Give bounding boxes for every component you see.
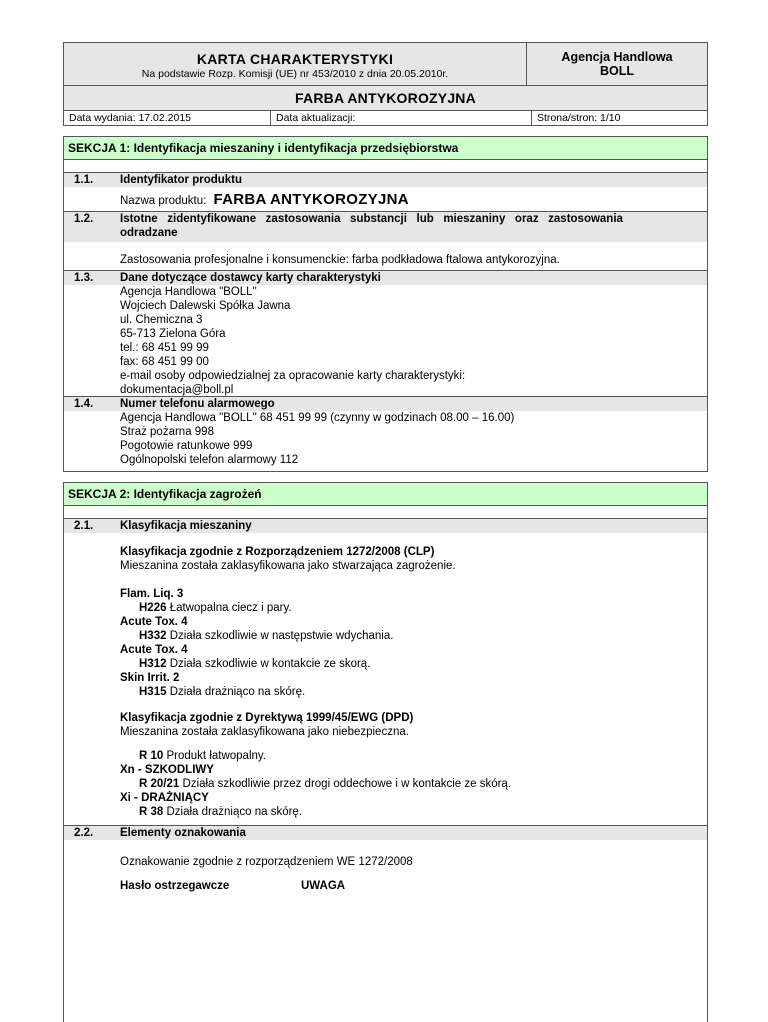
section-1 xyxy=(63,136,708,472)
hazard-class: Acute Tox. 4 xyxy=(120,616,188,628)
regulation-subtitle: Na podstawie Rozp. Komisji (UE) nr 453/2010 z dnia 20.05.2010r. xyxy=(141,68,449,80)
hazard-symbol: Xn - SZKODLIWY xyxy=(120,764,214,776)
uses-text: Zastosowania profesjonalne i konsumenckie: farba podkładowa ftalowa antykorozyjna. xyxy=(120,254,560,266)
dpd-text: Mieszanina została zaklasyfikowana jako niebezpieczna. xyxy=(120,726,409,738)
subsection-title: Identyfikator produktu xyxy=(120,174,243,186)
hazard-statement: H226 Łatwopalna ciecz i pary. xyxy=(139,602,292,614)
signal-word-value: UWAGA xyxy=(301,880,346,892)
update-date: Data aktualizacji: xyxy=(271,111,532,125)
dpd-title: Klasyfikacja zgodnie z Dyrektywą 1999/45/EWG (DPD) xyxy=(120,712,414,724)
clp-text: Mieszanina została zaklasyfikowana jako stwarzająca zagrożenie. xyxy=(120,560,456,572)
subsection-number: 1.1. xyxy=(74,174,94,186)
risk-phrase: R 20/21 Działa szkodliwie przez drogi oddechowe i w kontakcie ze skórą. xyxy=(139,778,512,790)
subsection-title: Klasyfikacja mieszaniny xyxy=(120,520,252,532)
hazard-class: Acute Tox. 4 xyxy=(120,644,188,656)
subsection-number: 2.1. xyxy=(74,520,94,532)
risk-phrase: R 38 Działa drażniąco na skórę. xyxy=(139,806,303,818)
subsection-number: 1.4. xyxy=(74,398,94,410)
signal-word-label: Hasło ostrzegawcze xyxy=(120,880,230,892)
page-number: Strona/stron: 1/10 xyxy=(537,112,621,124)
product-name-row xyxy=(120,193,409,208)
subsection-number: 2.2. xyxy=(74,827,94,839)
product-title: FARBA ANTYKOROZYJNA xyxy=(64,86,707,111)
subsection-title: Numer telefonu alarmowego xyxy=(120,398,275,410)
supplier-block: Agencja Handlowa "BOLL" Wojciech Dalewski Spółka Jawna ul. Chemiczna 3 65-713 Zielona Góra tel.: 68 451 99 99 fax: 68 451 99 00 e-mail osoby odpowiedzialnej za opracowanie karty charakterystyki: dokumentacja@boll.pl xyxy=(120,286,466,396)
product-name-label: Nazwa produktu: xyxy=(120,195,207,207)
hazard-statement: H332 Działa szkodliwie w następstwie wdychania. xyxy=(139,630,394,642)
dpd-classification-list xyxy=(120,749,511,819)
subsection-title: Istotne zidentyfikowane zastosowania substancji lub mieszaniny oraz zastosowania xyxy=(120,213,623,225)
labelling-text: Oznakowanie zgodnie z rozporządzeniem WE 1272/2008 xyxy=(120,856,413,868)
subsection-title-cont: odradzane xyxy=(120,227,178,239)
emergency-block: Agencja Handlowa "BOLL" 68 451 99 99 (czynny w godzinach 08.00 – 16.00) Straż pożarna 998 Pogotowie ratunkowe 999 Ogólnopolski telefon alarmowy 112 xyxy=(120,412,515,466)
risk-phrase: R 10 Produkt łatwopalny. xyxy=(139,750,266,762)
hazard-statement: H315 Działa drażniąco na skórę. xyxy=(139,686,306,698)
document-header xyxy=(63,42,708,126)
clp-classification-list xyxy=(120,587,393,699)
subsection-title: Dane dotyczące dostawcy karty charakterystyki xyxy=(120,272,381,284)
hazard-class: Flam. Liq. 3 xyxy=(120,588,184,600)
section-2 xyxy=(63,482,708,1022)
section-1-heading: SEKCJA 1: Identyfikacja mieszaniny i identyfikacja przedsiębiorstwa xyxy=(64,136,707,160)
product-name-value: FARBA ANTYKOROZYJNA xyxy=(213,191,409,208)
subsection-title: Elementy oznakowania xyxy=(120,827,246,839)
subsection-number: 1.3. xyxy=(74,272,94,284)
section-2-heading: SEKCJA 2: Identyfikacja zagrożeń xyxy=(64,482,707,506)
issue-date: Data wydania: 17.02.2015 xyxy=(64,111,271,125)
clp-title: Klasyfikacja zgodnie z Rozporządzeniem 1272/2008 (CLP) xyxy=(120,546,435,558)
agency-name: Agencja Handlowa BOLL xyxy=(527,43,707,85)
header-title-block xyxy=(64,43,527,85)
hazard-statement: H312 Działa szkodliwie w kontakcie ze skorą. xyxy=(139,658,371,670)
hazard-symbol: Xi - DRAŻNIĄCY xyxy=(120,792,209,804)
subsection-number: 1.2. xyxy=(74,213,94,225)
document-title: KARTA CHARAKTERYSTYKI xyxy=(196,51,394,67)
supplier-email: dokumentacja@boll.pl xyxy=(120,384,234,396)
hazard-class: Skin Irrit. 2 xyxy=(120,672,180,684)
